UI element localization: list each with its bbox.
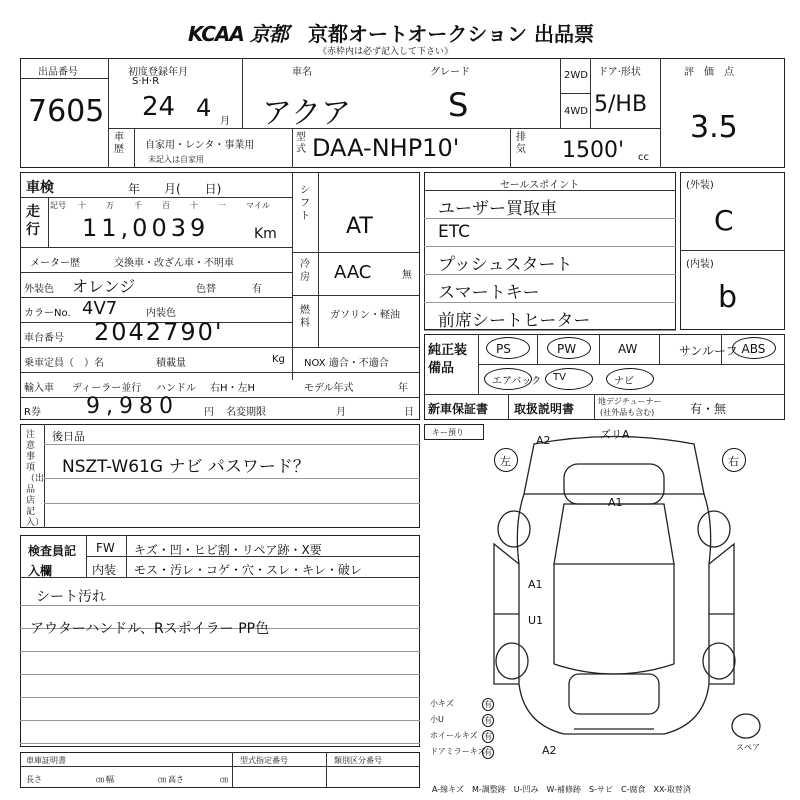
inspector-label: 検査員記入欄 <box>28 544 77 578</box>
equip-circle-1 <box>547 337 591 359</box>
mileage-value: 11,0039 <box>82 214 210 242</box>
nox-label: NOX 適合・不適合 <box>304 358 389 369</box>
ac-value: AAC <box>334 262 372 283</box>
history-text: 自家用・レンタ・事業用 <box>145 140 255 151</box>
car-name: アクア <box>262 96 352 131</box>
month-unit: 月 <box>220 116 230 127</box>
digit-header-2: 万 <box>106 201 114 210</box>
model-label: 型式 <box>296 132 306 155</box>
lot-number: 7605 <box>28 94 105 129</box>
wheel-rl <box>496 643 528 679</box>
int-items: モス・汚レ・コゲ・穴・スレ・キレ・破レ <box>134 563 362 577</box>
equip2-item-0: エアバック <box>492 376 542 387</box>
tax-value: 9,980 <box>86 394 179 419</box>
mark-front-a2: A2 <box>536 434 551 447</box>
equip2-circle-1 <box>545 368 593 390</box>
equip-item-1: PW <box>557 342 577 356</box>
digit-header-5: 十 <box>190 201 198 210</box>
door-label: ドア·形状 <box>598 67 641 78</box>
digit-header-4: 百 <box>162 201 170 210</box>
shift-value: AT <box>346 214 373 239</box>
wheel-fr <box>698 511 730 547</box>
header-note: 《赤枠内は必ず記入して下さい》 <box>318 47 454 57</box>
shaken-date: 年 月( 日) <box>128 182 222 196</box>
ext-grade: C <box>714 204 734 237</box>
digit-header-3: 千 <box>134 201 142 210</box>
spare-tire <box>732 714 760 738</box>
mileage-unit: Km <box>254 226 277 242</box>
width-unit: ㎝ <box>158 775 166 784</box>
era-label: S·H·R <box>132 76 160 87</box>
fw-label: FW <box>96 541 115 555</box>
after-item-label: 後日品 <box>52 430 85 443</box>
warranty-label: 新車保証書 <box>428 402 489 416</box>
sales-point-0: ユーザー買取車 <box>438 199 557 219</box>
equip-circle-0 <box>486 337 530 359</box>
page-title: 京都オートオークション 出品票 <box>308 22 594 46</box>
legend-label-0: 小キズ <box>430 699 454 708</box>
inspector-line-1: シート汚れ <box>36 589 106 605</box>
tuner-note: (社外品も含む) <box>600 408 655 417</box>
shaken-label: 車検 <box>26 180 54 196</box>
digit-header-6: 一 <box>218 201 226 210</box>
mileage-label: 走行 <box>26 204 40 238</box>
handle-options: 右H・左H <box>210 383 256 394</box>
legend-label-2: ホイールキズ <box>430 731 478 740</box>
colorno-value: 4V7 <box>82 298 118 319</box>
ac-none: 無 <box>402 270 412 281</box>
right-label: 右 <box>728 455 739 468</box>
type-num-label: 型式指定番号 <box>240 756 288 765</box>
disp-unit: cc <box>638 152 649 163</box>
drive-2wd: 2WD <box>564 70 588 81</box>
left-label: 左 <box>500 455 511 468</box>
expiry-label: 名変期限 <box>226 407 266 418</box>
certificate-label: 車庫証明書 <box>26 756 66 765</box>
equip-item-3: サンルーフ <box>679 344 738 358</box>
lot-label: 出品番号 <box>38 67 78 78</box>
grade-value: S <box>448 86 469 124</box>
expiry-month: 月 <box>336 407 346 418</box>
color-value: オレンジ <box>72 277 136 296</box>
digit-header-7: マイル <box>246 201 270 210</box>
equip-item-2: AW <box>618 342 638 356</box>
inspector-rule-5 <box>20 720 420 721</box>
model-year-unit: 年 <box>398 383 408 394</box>
equipment-label: 純正装備品 <box>428 343 468 376</box>
legend-value-1: 有 <box>484 716 492 725</box>
sales-point-2: プッシュスタート <box>438 255 573 275</box>
color-label: 外装色 <box>24 284 54 295</box>
int-items-label: 内装 <box>92 563 117 577</box>
equip2-item-2: ナビ <box>614 376 634 387</box>
history-note: 未記入は自家用 <box>148 155 204 164</box>
height-unit: ㎝ <box>220 775 228 784</box>
tax-unit: 円 <box>204 407 214 418</box>
tuner-options: 有・無 <box>690 402 727 416</box>
equip-cell-2 <box>600 334 660 364</box>
inspector-line-2: アウターハンドル、Rスポイラー PP色 <box>30 621 270 637</box>
legend-label-3: ドアミラーキズ <box>430 747 486 756</box>
fuel-label: 燃料 <box>300 305 310 329</box>
color-change-label: 色替 <box>196 284 216 295</box>
equip-cell-1 <box>538 334 600 364</box>
interior-label: 内装色 <box>146 308 176 319</box>
equip-item-0: PS <box>496 342 511 356</box>
reg-year: 24 <box>142 92 176 122</box>
plate-value: 2042790' <box>94 318 224 346</box>
digit-header-0: 記号 <box>50 201 66 210</box>
sales-point-3: スマートキー <box>438 283 540 303</box>
name-label: 車名 <box>292 67 312 78</box>
equip2-cell-1 <box>538 364 600 394</box>
color-change-value: 有 <box>252 284 262 295</box>
mark-front-zuri: ズリA <box>600 428 630 441</box>
mark-rear-a2: A2 <box>542 744 557 757</box>
wheel-rr <box>703 643 735 679</box>
int-label: (内装) <box>686 259 714 270</box>
notes-line-1: NSZT-W61G ナビ パスワード？ <box>62 457 310 477</box>
plate-label: 車台番号 <box>24 333 64 344</box>
equip2-circle-2 <box>606 368 654 390</box>
equip-cell-3 <box>660 334 738 364</box>
load-label: 積載量 <box>156 358 186 369</box>
reg-month: 4 <box>196 94 212 122</box>
equip-circle-4 <box>732 337 776 359</box>
fuel-options: ガソリン・軽油 <box>330 310 400 321</box>
inspector-rule-4 <box>20 697 420 698</box>
int-grade: b <box>718 280 738 315</box>
equip2-circle-0 <box>484 368 532 390</box>
class-num-label: 類別区分番号 <box>334 756 382 765</box>
damage-codes: A-線キズ M-調整跡 U-凹み W-補修跡 S-サビ C-腐食 XX-取替済 <box>432 785 691 794</box>
fw-items: キズ・凹・ヒビ割・リペア跡・X要 <box>134 543 322 557</box>
manual-label: 取扱説明書 <box>514 402 575 416</box>
colorno-label: カラーNo. <box>24 308 71 319</box>
import-label: 輸入車 <box>24 383 54 394</box>
score-label: 評 価 点 <box>684 67 734 78</box>
equip2-item-1: TV <box>553 372 566 383</box>
expiry-day: 日 <box>404 407 414 418</box>
first-reg-label: 初度登録年月 <box>128 67 188 78</box>
length-label: 長さ <box>26 775 42 784</box>
meter-options: 交換車・改ざん車・不明車 <box>114 258 234 269</box>
sales-point-1: ETC <box>438 222 470 242</box>
model-year-label: モデル年式 <box>304 383 354 394</box>
grade-label: グレード <box>430 67 470 78</box>
sales-title: セールスポイント <box>500 180 580 191</box>
digit-header-1: 十 <box>78 201 86 210</box>
drive-4wd: 4WD <box>564 106 588 117</box>
inspector-rule-3 <box>20 674 420 675</box>
score-value: 3.5 <box>690 110 738 145</box>
ext-label: (外装) <box>686 180 714 191</box>
shift-label: シフト <box>300 185 310 222</box>
import-options: ディーラー並行 <box>72 383 142 394</box>
mark-roof-a1: A1 <box>608 496 623 509</box>
equip2-cell-0 <box>478 364 542 394</box>
disp-label: 排気 <box>516 132 526 155</box>
legend-value-3: 有 <box>484 748 492 757</box>
history-label: 車歴 <box>114 132 124 155</box>
spare-label: スペア <box>736 743 760 752</box>
disp-value: 1500' <box>562 138 625 163</box>
mark-left-u1: U1 <box>528 614 544 627</box>
key-label: キー預り <box>432 428 464 437</box>
door-value: 5/HB <box>594 92 648 117</box>
model-value: DAA-NHP10' <box>312 134 460 162</box>
equip2-cell-2 <box>600 364 660 394</box>
width-label: 幅 <box>106 775 114 784</box>
length-unit: ㎝ <box>96 775 104 784</box>
sales-point-4: 前席シートヒーター <box>438 311 591 331</box>
inspector-rule-2 <box>20 651 420 652</box>
equip-cell-4 <box>722 334 785 364</box>
capacity-label: 乗車定員（ ）名 <box>24 358 104 369</box>
notes-side-label: 注意事項（出品店記入） <box>26 430 45 528</box>
height-label: 高さ <box>168 775 184 784</box>
mark-left-a1: A1 <box>528 578 543 591</box>
equip-cell-0 <box>478 334 538 364</box>
legend-value-0: 有 <box>484 700 492 709</box>
legend-value-2: 有 <box>484 732 492 741</box>
tuner-label: 地デジチューナー <box>598 397 662 406</box>
meter-label: メーター歴 <box>30 258 80 269</box>
wheel-fl <box>498 511 530 547</box>
handle-label: ハンドル <box>156 383 196 394</box>
legend-label-1: 小U <box>430 715 444 724</box>
car-diagram <box>424 424 784 754</box>
tax-label: R券 <box>24 407 41 418</box>
logo: KCAA 京都 <box>188 22 288 46</box>
load-unit: Kg <box>272 354 285 365</box>
ac-label: 冷房 <box>300 259 310 283</box>
sales-rule-1 <box>424 246 676 247</box>
equip-item-4: ABS <box>741 342 766 356</box>
inspector-rule-6 <box>20 743 420 744</box>
